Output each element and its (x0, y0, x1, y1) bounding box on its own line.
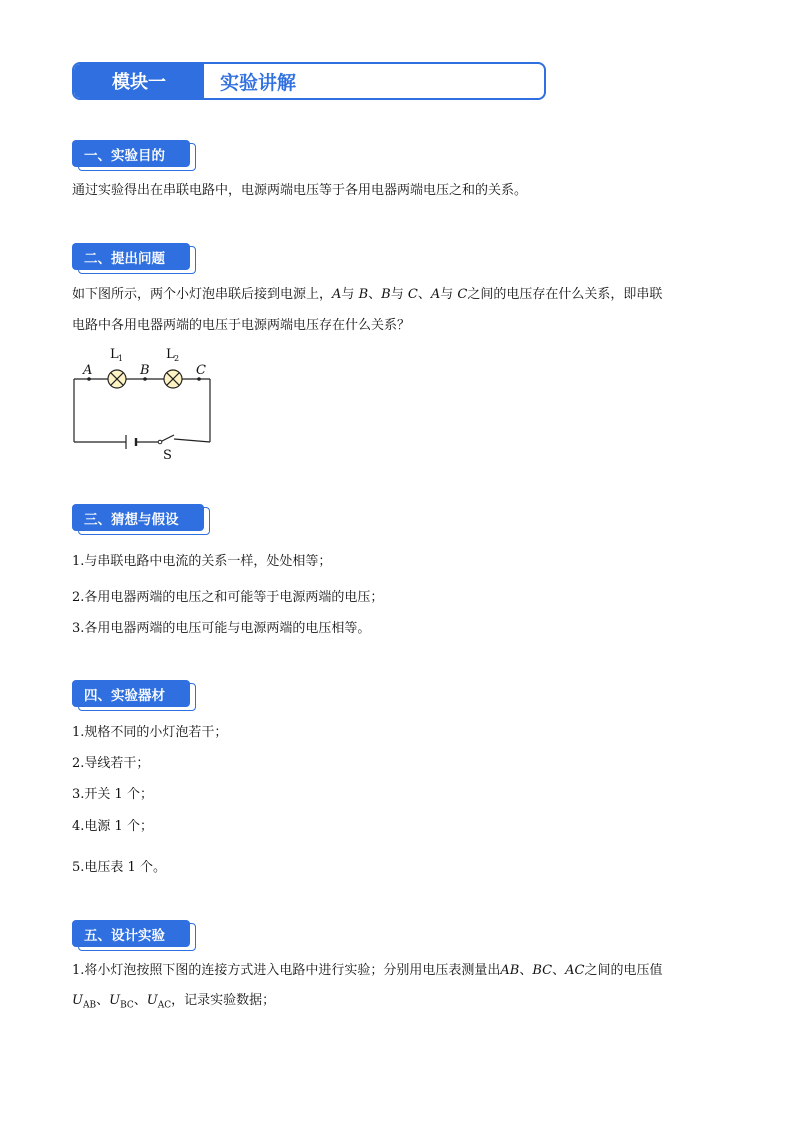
equipment-item: 1.规格不同的小灯泡若干； (72, 725, 228, 740)
section-heading-hypothesis: 三、猜想与假设 (72, 504, 204, 531)
hypothesis-item: 1.与串联电路中电流的关系一样，处处相等； (72, 554, 332, 569)
question-line-1: 如下图所示，两个小灯泡串联后接到电源上，A与 B、B与 C、A与 C之间的电压存在什么关系，即串联 (72, 287, 663, 302)
label-s: S (163, 448, 172, 463)
circuit-diagram (70, 342, 220, 464)
label-a: A (83, 363, 93, 378)
hypothesis-item: 3.各用电器两端的电压可能与电源两端的电压相等。 (72, 621, 371, 636)
label-b: B (140, 363, 150, 378)
purpose-text: 通过实验得出在串联电路中，电源两端电压等于各用电器两端电压之和的关系。 (72, 183, 528, 198)
label-l1: L (110, 347, 119, 362)
question-line-2: 电路中各用电器两端的电压于电源两端电压存在什么关系？ (72, 318, 411, 333)
label-l2-sub: 2 (174, 354, 180, 363)
section-heading-equipment: 四、实验器材 (72, 680, 190, 707)
section-heading-purpose: 一、实验目的 (72, 140, 190, 167)
label-l1-sub: 1 (118, 354, 124, 363)
section-heading-question: 二、提出问题 (72, 243, 190, 270)
design-line-2: $U_{AB}$、$U_{BC}$、$U_{AC}$，记录实验数据； (72, 993, 276, 1011)
switch-pivot (158, 440, 162, 444)
lamp-l1-icon (108, 370, 126, 388)
label-l2: L (166, 347, 175, 362)
lamp-l2-icon (164, 370, 182, 388)
equipment-item: 3.开关 1 个； (72, 787, 153, 802)
equipment-item: 4.电源 1 个； (72, 819, 153, 834)
hypothesis-item: 2.各用电器两端的电压之和可能等于电源两端的电压； (72, 590, 384, 605)
module-tab: 模块一 (74, 64, 204, 98)
section-heading-design: 五、设计实验 (72, 920, 190, 947)
design-line-1: 1.将小灯泡按照下图的连接方式进入电路中进行实验；分别用电压表测量出AB、BC、AC之间的电压值 (72, 963, 663, 978)
module-title: 实验讲解 (220, 71, 297, 94)
switch-blade (160, 435, 174, 442)
module-banner (72, 62, 546, 100)
equipment-item: 2.导线若干； (72, 756, 150, 771)
label-c: C (196, 363, 206, 378)
equipment-item: 5.电压表 1 个。 (72, 860, 166, 875)
